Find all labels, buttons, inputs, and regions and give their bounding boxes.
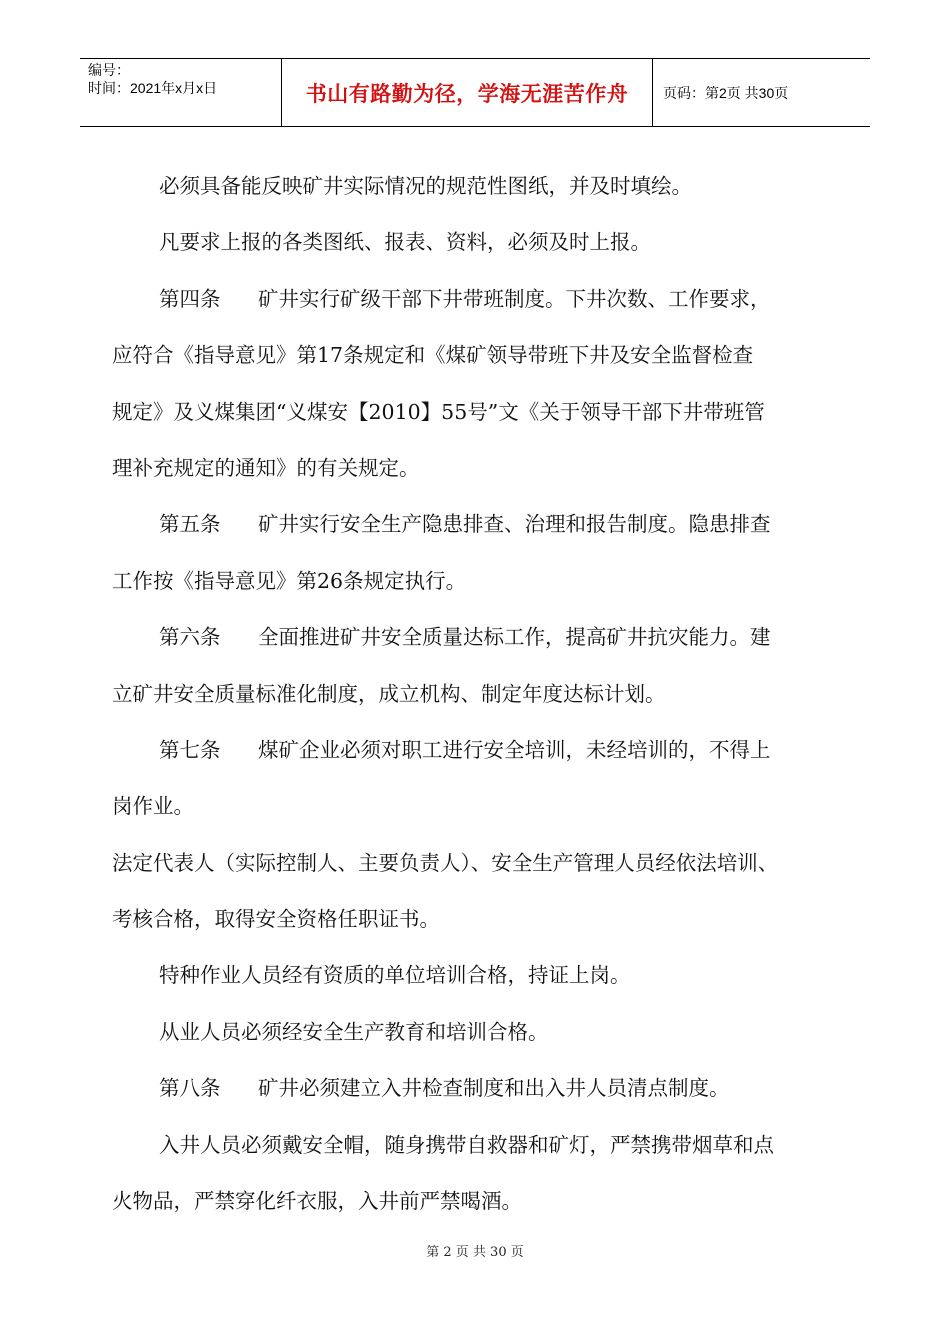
text-line: 应符合《指导意见》第17条规定和《煤矿领导带班下井及安全监督检查: [112, 343, 754, 368]
article-5-line: [112, 498, 842, 554]
article-number: 第四条: [159, 286, 221, 311]
header-meta: [80, 59, 281, 126]
text-line: 特种作业人员经有资质的单位培训合格，持证上岗。: [159, 963, 631, 988]
article-8-line: [112, 1062, 842, 1118]
text-line: 立矿井安全质量标准化制度，成立机构、制定年度达标计划。: [112, 681, 666, 706]
text-line: 矿井实行矿级干部下井带班制度。下井次数、工作要求，: [258, 286, 771, 311]
article-number: 第六条: [159, 625, 221, 650]
text-line: 岗作业。: [112, 794, 194, 819]
text-line: 工作按《指导意见》第26条规定执行。: [112, 568, 467, 593]
header-motto: 书山有路勤为径，学海无涯苦作舟: [281, 59, 653, 126]
page-footer: 第 2 页 共 30 页: [426, 1245, 524, 1260]
text-line: 从业人员必须经安全生产教育和培训合格。: [159, 1019, 549, 1044]
header-page-number: 页码：第2页 共30页: [663, 84, 789, 101]
text-line: 火物品，严禁穿化纤衣服，入井前严禁喝酒。: [112, 1189, 522, 1214]
text-line: 全面推进矿井安全质量达标工作，提高矿井抗灾能力。建: [258, 625, 771, 650]
doc-number-label: 编号：: [88, 62, 130, 78]
text-line: 矿井必须建立入井检查制度和出入井人员清点制度。: [258, 1076, 730, 1101]
article-number: 第七条: [159, 737, 221, 762]
article-4-line: [112, 273, 842, 329]
text-line: 必须具备能反映矿井实际情况的规范性图纸，并及时填绘。: [159, 174, 692, 198]
doc-time-label: 时间：2021年x月x日: [88, 80, 218, 96]
text-line: 规定》及义煤集团“义煤安【2010】55号”文《关于领导干部下井带班管: [112, 399, 765, 424]
text-line: 凡要求上报的各类图纸、报表、资料，必须及时上报。: [159, 230, 651, 255]
article-6-line: [112, 611, 842, 667]
text-line: 矿井实行安全生产隐患排查、治理和报告制度。隐患排查: [258, 512, 771, 537]
document-body: [112, 160, 842, 1231]
text-line: 考核合格，取得安全资格任职证书。: [112, 907, 440, 932]
article-number: 第五条: [159, 512, 221, 537]
text-line: 入井人员必须戴安全帽，随身携带自救器和矿灯，严禁携带烟草和点: [159, 1132, 774, 1157]
article-number: 第八条: [159, 1076, 221, 1101]
text-line: 煤矿企业必须对职工进行安全培训，未经培训的，不得上: [258, 737, 771, 762]
article-7-line: [112, 724, 842, 780]
text-line: 理补充规定的通知》的有关规定。: [112, 455, 420, 480]
text-line: 法定代表人（实际控制人、主要负责人）、安全生产管理人员经依法培训、: [112, 850, 779, 875]
page-header: [80, 58, 870, 127]
